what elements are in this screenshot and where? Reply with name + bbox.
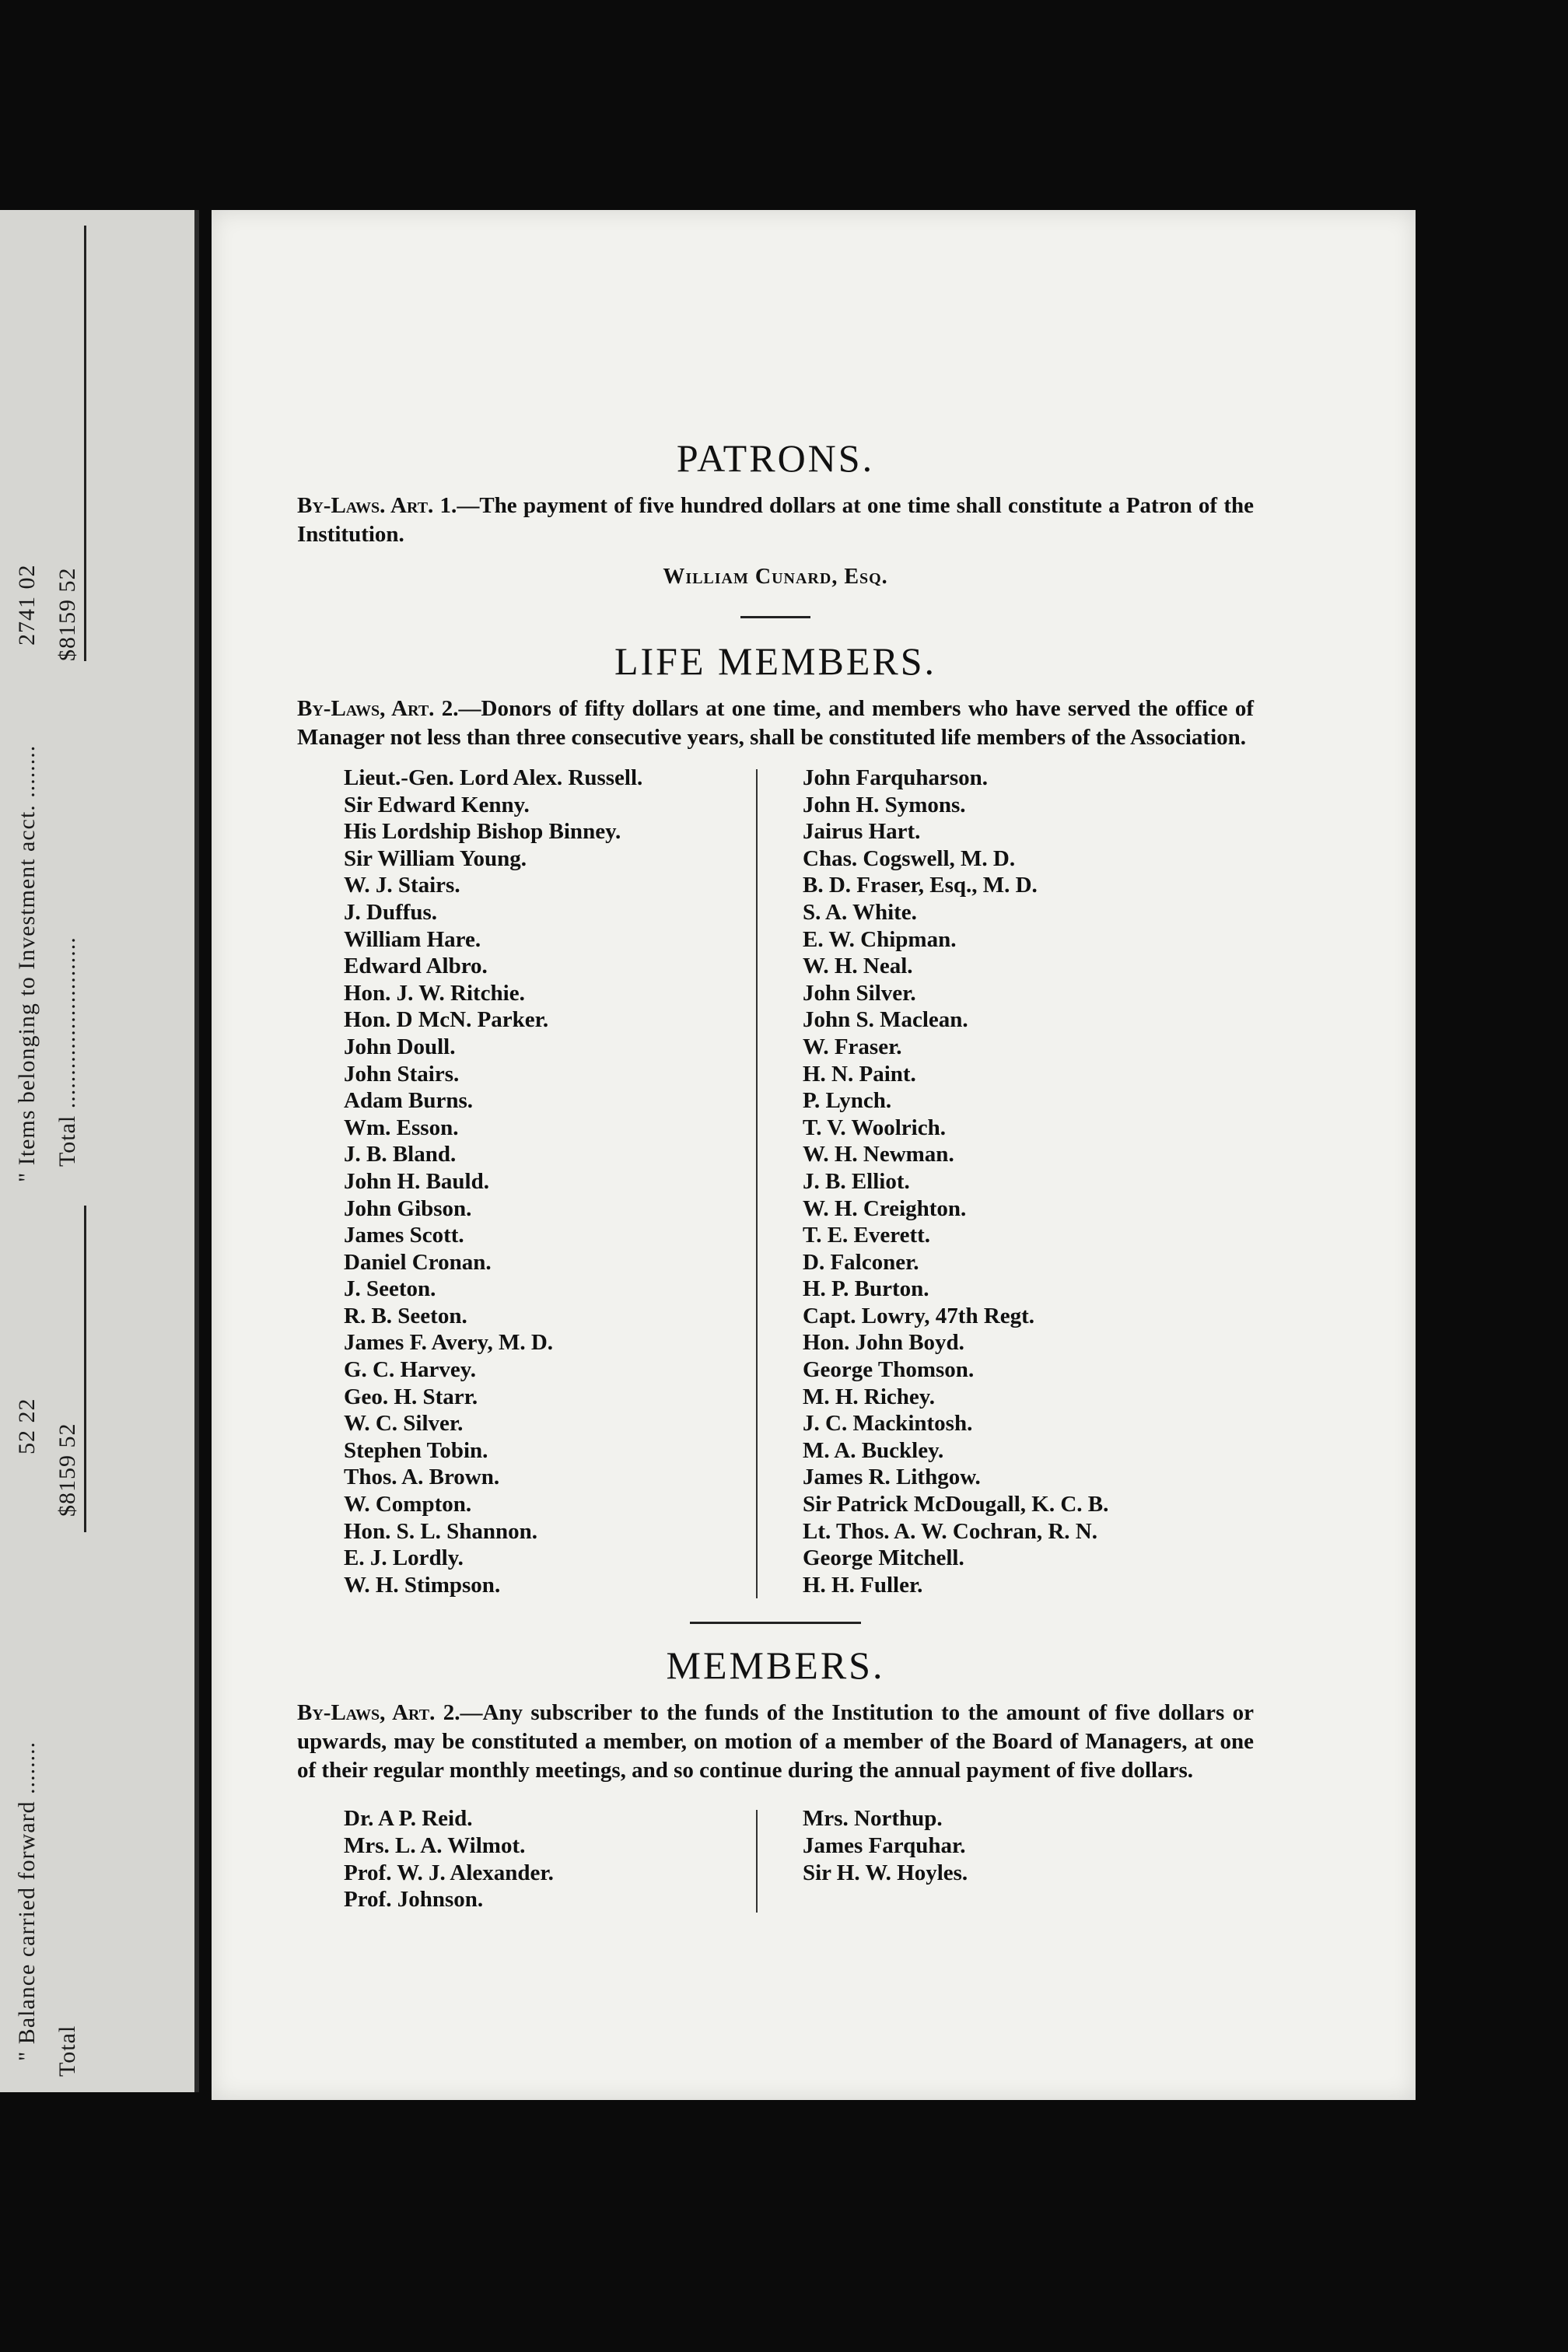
column-divider [756, 769, 758, 1598]
life-member-name: S. A. White. [803, 899, 917, 925]
life-member-name: W. Fraser. [803, 1034, 902, 1059]
life-member-name: R. B. Seeton. [344, 1303, 467, 1328]
member-name: Prof. W. J. Alexander. [344, 1860, 554, 1885]
section-divider [690, 1622, 861, 1624]
section-divider [740, 616, 810, 618]
facing-rule [84, 1206, 86, 1532]
members-bylaw [297, 1699, 1254, 1785]
life-member-name: Jairus Hart. [803, 819, 921, 845]
life-members-bylaw-lead: By-Laws, Art. 2. [297, 696, 459, 721]
members-left-column [297, 1805, 756, 1913]
life-member-name: James F. Avery, M. D. [344, 1330, 554, 1356]
member-name: Prof. Johnson. [344, 1887, 484, 1913]
life-member-name: Hon. John Boyd. [803, 1330, 964, 1356]
facing-page-amount [14, 1398, 40, 1455]
main-page [212, 210, 1416, 2100]
life-member-name: Thos. A. Brown. [344, 1465, 500, 1490]
life-member-name: W. H. Newman. [803, 1142, 954, 1167]
facing-amount: 2741 02 [14, 564, 40, 646]
life-members-left-column [297, 765, 756, 1598]
life-member-name: Lt. Thos. A. W. Cochran, R. N. [803, 1518, 1097, 1544]
life-member-name: Sir William Young. [344, 845, 527, 871]
members-list [297, 1805, 1254, 1913]
life-member-name: George Thomson. [803, 1357, 975, 1383]
member-name: Dr. A P. Reid. [344, 1806, 473, 1832]
life-member-name: W. H. Creighton. [803, 1195, 967, 1221]
facing-page-line [14, 1741, 40, 2061]
life-members-heading: LIFE MEMBERS. [614, 639, 937, 683]
life-member-name: John Doull. [344, 1034, 456, 1059]
facing-page-line [54, 2025, 81, 2077]
facing-line-text: " Items belonging to Investment acct. ........ [14, 744, 40, 1182]
facing-rule [84, 226, 86, 661]
life-member-name: Capt. Lowry, 47th Regt. [803, 1303, 1035, 1328]
members-bylaw-lead: By-Laws, Art. 2. [297, 1700, 460, 1726]
life-member-name: T. E. Everett. [803, 1223, 931, 1248]
life-member-name: John Stairs. [344, 1061, 460, 1087]
life-member-name: D. Falconer. [803, 1249, 919, 1275]
life-member-name: J. B. Bland. [344, 1142, 457, 1167]
patrons-heading: PATRONS. [676, 436, 875, 480]
page-content [297, 436, 1254, 1913]
life-member-name: Edward Albro. [344, 954, 488, 979]
life-member-name: John Gibson. [344, 1195, 472, 1221]
member-name: Sir H. W. Hoyles. [803, 1860, 968, 1885]
life-member-name: J. B. Elliot. [803, 1168, 910, 1194]
life-member-name: Adam Burns. [344, 1088, 473, 1114]
life-member-name: His Lordship Bishop Binney. [344, 819, 621, 845]
life-member-name: Hon. D McN. Parker. [344, 1007, 549, 1033]
life-member-name: John Silver. [803, 980, 916, 1006]
facing-line-text: Total .......................... [54, 936, 80, 1167]
life-member-name: W. J. Stairs. [344, 873, 460, 898]
facing-page-strip [0, 210, 199, 2092]
life-member-name: James R. Lithgow. [803, 1465, 981, 1490]
facing-line-text: Total [54, 2025, 80, 2077]
life-members-right-column [756, 765, 1254, 1598]
life-member-name: Stephen Tobin. [344, 1437, 488, 1463]
life-member-name: E. J. Lordly. [344, 1545, 464, 1571]
life-member-name: G. C. Harvey. [344, 1357, 476, 1383]
life-member-name: William Hare. [344, 926, 481, 952]
life-member-name: John H. Symons. [803, 792, 966, 817]
life-member-name: H. H. Fuller. [803, 1572, 923, 1598]
patrons-bylaw-text: —The payment of five hundred dollars at one time shall constitute a Patron of the Institution. [297, 493, 1254, 547]
life-member-name: W. H. Neal. [803, 954, 913, 979]
life-member-name: W. H. Stimpson. [344, 1572, 501, 1598]
life-member-name: Geo. H. Starr. [344, 1384, 478, 1409]
life-members-bylaw-text: —Donors of fifty dollars at one time, and members who have served the office of Manager not less than three consecutive years, shall be constituted life members of the Association. [297, 696, 1254, 750]
members-bylaw-text: —Any subscriber to the funds of the Institution to the amount of five dollars or upwards, may be constituted a member, on motion of a member of the Board of Managers, at one of their regular monthly meetings, and so continue during the annual payment of five dollars. [297, 1700, 1254, 1783]
members-right-column [756, 1805, 1254, 1913]
life-member-name: W. Compton. [344, 1492, 472, 1517]
life-member-name: Daniel Cronan. [344, 1249, 492, 1275]
life-member-name: Sir Edward Kenny. [344, 792, 530, 817]
life-member-name: Wm. Esson. [344, 1115, 459, 1140]
life-member-name: H. P. Burton. [803, 1276, 929, 1302]
life-member-name: E. W. Chipman. [803, 926, 957, 952]
member-name: Mrs. L. A. Wilmot. [344, 1833, 526, 1858]
life-member-name: Lieut.-Gen. Lord Alex. Russell. [344, 765, 643, 790]
facing-page-total-top-2 [54, 568, 81, 662]
life-member-name: Hon. S. L. Shannon. [344, 1518, 538, 1544]
patrons-bylaw [297, 492, 1254, 549]
facing-line-text: " Balance carried forward ........ [14, 1741, 40, 2061]
life-member-name: T. V. Woolrich. [803, 1115, 946, 1140]
life-member-name: W. C. Silver. [344, 1411, 464, 1437]
life-member-name: Sir Patrick McDougall, K. C. B. [803, 1492, 1109, 1517]
facing-page-line [54, 936, 81, 1167]
patrons-bylaw-lead: By-Laws. Art. 1. [297, 493, 457, 518]
life-member-name: George Mitchell. [803, 1545, 964, 1571]
life-members-list [297, 765, 1254, 1598]
life-members-bylaw [297, 695, 1254, 752]
life-member-name: H. N. Paint. [803, 1061, 916, 1087]
member-name: James Farquhar. [803, 1833, 966, 1858]
facing-amount: $8159 52 [54, 1423, 80, 1517]
life-member-name: J. C. Mackintosh. [803, 1411, 973, 1437]
column-divider [756, 1810, 758, 1913]
life-member-name: John H. Bauld. [344, 1168, 489, 1194]
life-member-name: P. Lynch. [803, 1088, 892, 1114]
life-member-name: J. Duffus. [344, 899, 438, 925]
life-member-name: John Farquharson. [803, 765, 988, 790]
facing-amount: $8159 52 [54, 567, 80, 661]
facing-amount: 52 22 [14, 1398, 40, 1454]
life-member-name: J. Seeton. [344, 1276, 436, 1302]
life-member-name: B. D. Fraser, Esq., M. D. [803, 873, 1038, 898]
life-member-name: M. A. Buckley. [803, 1437, 944, 1463]
member-name: Mrs. Northup. [803, 1806, 943, 1832]
facing-page-total-top [14, 565, 40, 646]
life-member-name: M. H. Richey. [803, 1384, 935, 1409]
life-member-name: James Scott. [344, 1223, 464, 1248]
facing-page-line [14, 745, 40, 1182]
members-heading: MEMBERS. [666, 1643, 885, 1688]
life-member-name: Chas. Cogswell, M. D. [803, 845, 1016, 871]
patron-name: William Cunard, Esq. [663, 565, 888, 589]
life-member-name: Hon. J. W. Ritchie. [344, 980, 525, 1006]
life-member-name: John S. Maclean. [803, 1007, 968, 1033]
facing-page-amount [54, 1423, 81, 1517]
